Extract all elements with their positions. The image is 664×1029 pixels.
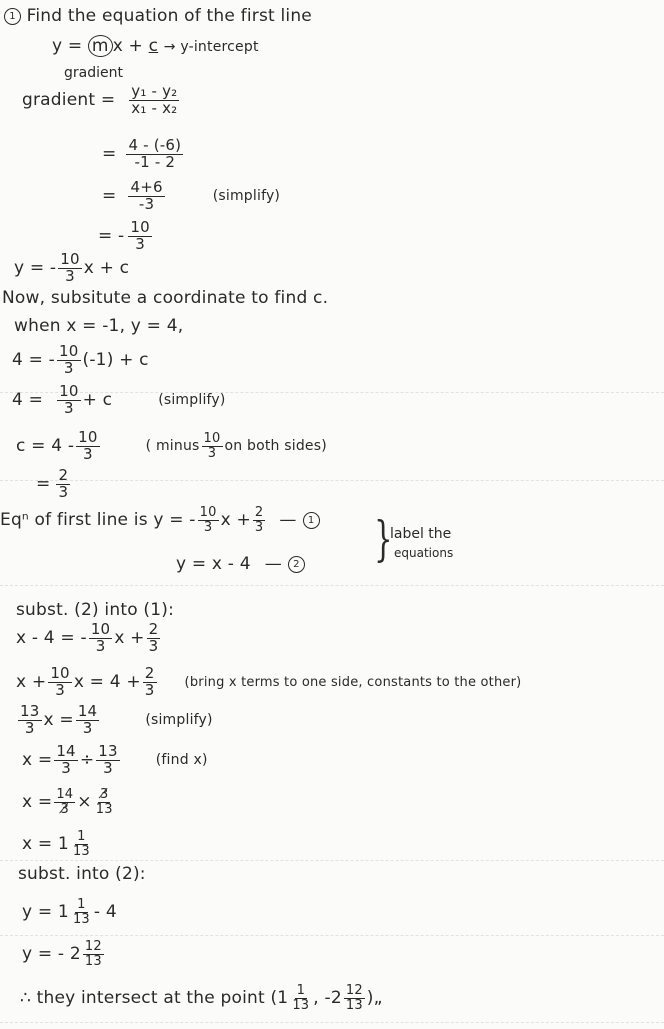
gradient-step-1: = $\frac{4 - (-6)}{-1 - 2}$ xyxy=(102,136,182,171)
note-bring-terms: (bring x terms to one side, constants to the other) xyxy=(184,674,522,690)
gradient-annotation: gradient xyxy=(64,65,123,81)
solve-step-4: x = $\frac{14}{3}$ ÷ $\frac{13}{3}$ (find x) xyxy=(22,742,208,777)
label-note-line-2: equations xyxy=(394,546,454,560)
heading-text: Find the equation of the first line xyxy=(26,6,312,26)
y-step-2: y = - 2 $\frac{12}{13}$ xyxy=(22,939,102,969)
question-heading xyxy=(4,6,312,26)
line-form-equation: y = - $\frac{10}{3}$ x + c xyxy=(14,250,130,285)
question-number-badge: 1 xyxy=(4,8,21,25)
intercept-symbol: c xyxy=(148,36,159,56)
y-step-1: y = 1 $\frac{1}{13}$ - 4 xyxy=(22,897,117,927)
substitute-instruction: Now, subsitute a coordinate to find c. xyxy=(2,288,329,308)
c-result: = $\frac{2}{3}$ xyxy=(36,466,69,501)
intercept-annotation: → y-intercept xyxy=(163,39,259,55)
x-result: x = 1 $\frac{1}{13}$ xyxy=(22,829,90,859)
brace-icon: } xyxy=(374,511,393,567)
note-simplify-2: (simplify) xyxy=(158,392,226,409)
note-find-x: (find x) xyxy=(155,752,208,769)
solve-step-2: x + $\frac{10}{3}$ x = 4 + $\frac{2}{3}$ (bring x terms to one side, constants to the other) xyxy=(16,664,522,699)
label-note-line-1: label the xyxy=(390,526,452,542)
solve-step-5: x = $\frac{14}{3̸}$ × $\frac{3̸}{13}$ xyxy=(22,787,113,817)
equation-1-tag: 1 xyxy=(303,512,320,529)
note-simplify: (simplify) xyxy=(212,188,281,205)
solve-step-1: x - 4 = - $\frac{10}{3}$ x + $\frac{2}{3}$ xyxy=(16,620,159,655)
when-condition: when x = -1, y = 4, xyxy=(14,316,184,336)
subst-heading: subst. (2) into (1): xyxy=(16,600,175,620)
equation-1: Eqⁿ of first line is y = - $\frac{10}{3}$ x + $\frac{2}{3}$ — 1 xyxy=(0,506,320,534)
note-minus-both-sides: ( minus $\frac{10}{3}$ on both sides) xyxy=(145,431,327,461)
solve-step-3: $\frac{13}{3}$ x = $\frac{14}{3}$ (simplify) xyxy=(20,702,213,737)
gradient-step-3: = - $\frac{10}{3}$ xyxy=(98,218,150,253)
subst2-heading: subst. into (2): xyxy=(18,864,146,884)
c-step-2: 4 = $\frac{10}{3}$ + c (simplify) xyxy=(12,382,226,417)
c-step-3: c = 4 - $\frac{10}{3}$ ( minus $\frac{10}{3}$ on both sides) xyxy=(16,428,327,463)
gradient-symbol: m xyxy=(88,35,113,57)
conclusion: ∴ they intersect at the point (1 $\frac{1}{13}$ , -2 $\frac{12}{13}$ )„ xyxy=(20,983,383,1013)
general-equation: y = m x + c → y-intercept xyxy=(52,36,259,56)
c-step-1: 4 = - $\frac{10}{3}$ (-1) + c xyxy=(12,342,149,377)
equation-2-tag: 2 xyxy=(288,556,305,573)
gradient-formula: gradient = $\frac{\text{y₁ - y₂}}{\text{x₁ - x₂}}$ xyxy=(22,82,178,117)
gradient-step-2: = $\frac{4+6}{-3}$ (simplify) xyxy=(102,178,281,213)
equation-2: y = x - 4 — 2 xyxy=(176,554,305,574)
note-simplify-3: (simplify) xyxy=(145,712,213,729)
